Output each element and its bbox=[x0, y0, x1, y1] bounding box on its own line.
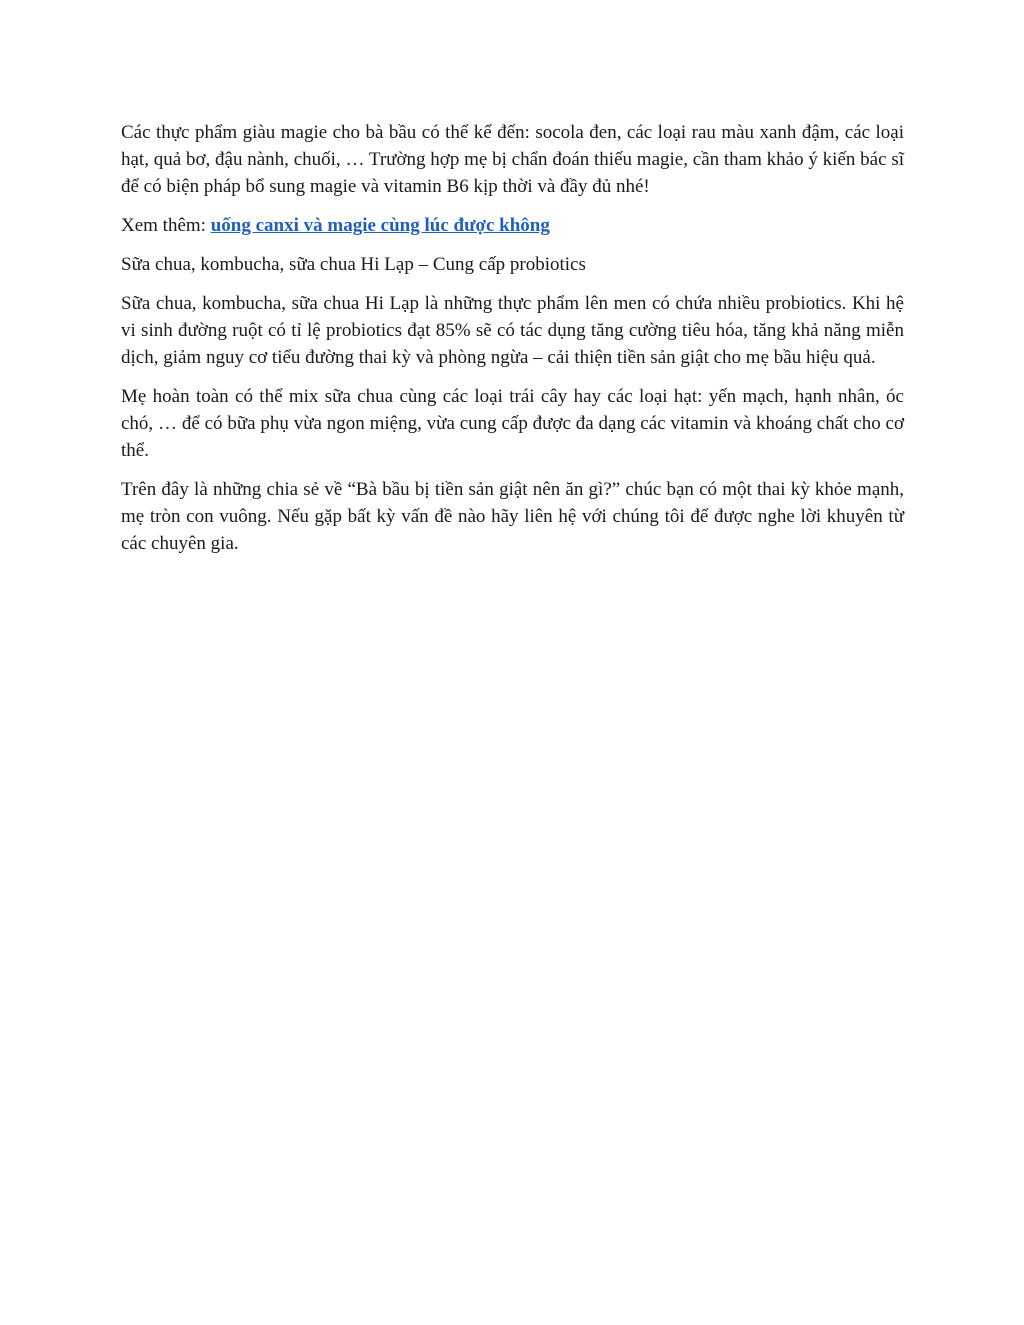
paragraph-yogurt-mix: Mẹ hoàn toàn có thể mix sữa chua cùng các loại trái cây hay các loại hạt: yến mạch, hạnh nhân, óc chó, … để có bữa phụ vừa ngon miệng, vừa cung cấp được đa dạng các vitamin và khoáng chất cho cơ thể. bbox=[121, 386, 904, 461]
paragraph-conclusion: Trên đây là những chia sẻ về “Bà bầu bị tiền sản giật nên ăn gì?” chúc bạn có một thai kỳ khỏe mạnh, mẹ tròn con vuông. Nếu gặp bất kỳ vấn đề nào hãy liên hệ với chúng tôi để được nghe lời khuyên từ các chuyên gia. bbox=[121, 479, 904, 554]
see-also-line bbox=[121, 212, 904, 239]
paragraph-magnesium-foods: Các thực phẩm giàu magie cho bà bầu có thể kể đến: socola đen, các loại rau màu xanh đậm, các loại hạt, quả bơ, đậu nành, chuối, … Trường hợp mẹ bị chẩn đoán thiếu magie, cần tham khảo ý kiến bác sĩ để có biện pháp bổ sung magie và vitamin B6 kịp thời và đầy đủ nhé! bbox=[121, 122, 904, 197]
see-also-link[interactable]: uống canxi và magie cùng lúc được không bbox=[210, 215, 550, 236]
document-body bbox=[121, 119, 904, 569]
section-heading-probiotics: Sữa chua, kombucha, sữa chua Hi Lạp – Cung cấp probiotics bbox=[121, 254, 586, 275]
see-also-prefix: Xem thêm: bbox=[121, 215, 211, 236]
paragraph-probiotics: Sữa chua, kombucha, sữa chua Hi Lạp là những thực phẩm lên men có chứa nhiều probiotics. Khi hệ vi sinh đường ruột có tỉ lệ probiotics đạt 85% sẽ có tác dụng tăng cường tiêu hóa, tăng khả năng miễn dịch, giảm nguy cơ tiểu đường thai kỳ và phòng ngừa – cải thiện tiền sản giật cho mẹ bầu hiệu quả. bbox=[121, 293, 904, 368]
